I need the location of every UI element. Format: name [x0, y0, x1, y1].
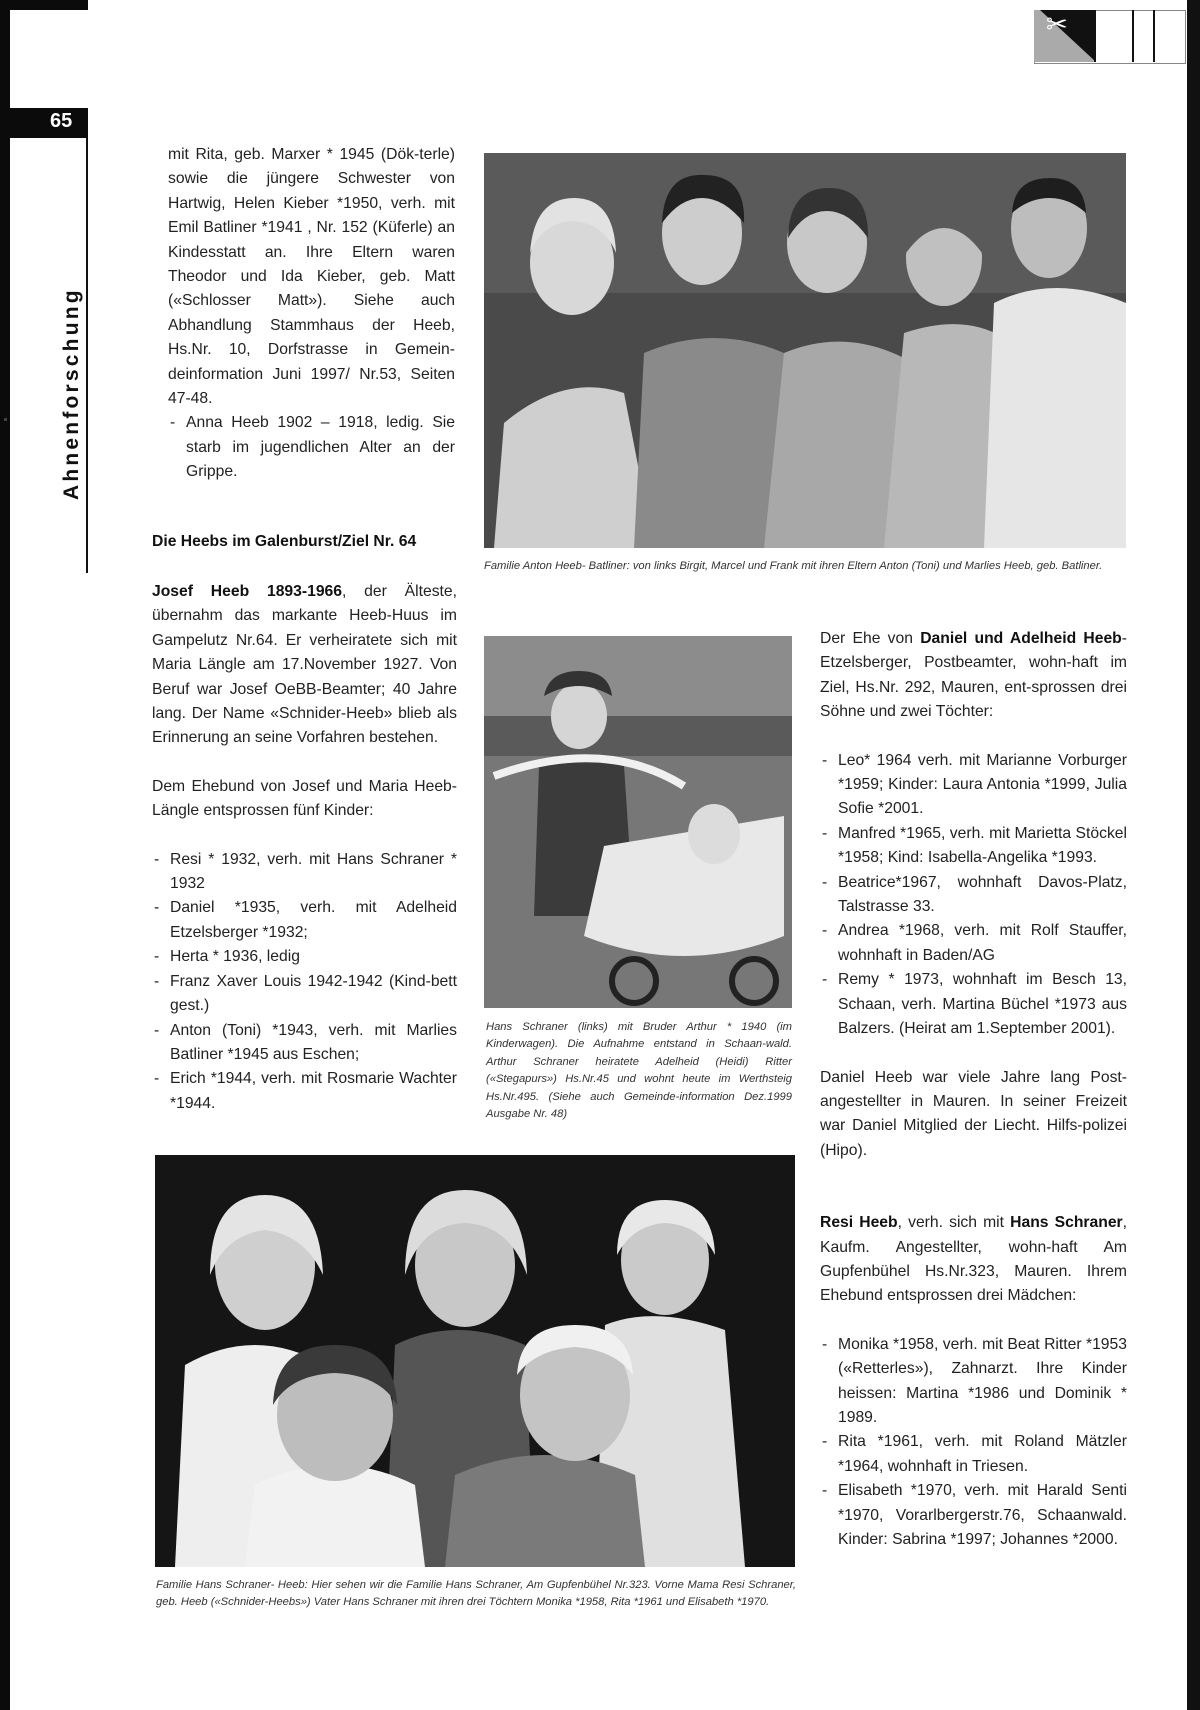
- list-item: - Elisabeth *1970, verh. mit Harald Senti *1970, Vorarlbergerstr.76, Schaanwald. Kinder: Sabrina *1997; Johannes *2000.: [820, 1479, 1127, 1552]
- intro-paragraph: mit Rita, geb. Marxer * 1945 (Dök-terle) sowie die jüngere Schwester von Hartwig, Helen Kieber *1950, verh. mit Emil Batliner *1941 , Nr. 152 (Küferle) an Kindesstatt an. Ihre Eltern waren Theodor und Ida Kieber, geb. Matt («Schlosser Matt»). Siehe auch Abhandlung Stammhaus der Heeb, Hs.Nr. 10, Dorfstrasse in Gemein-deinformation Juni 1997/ Nr.53, Seiten 47-48.: [168, 146, 455, 408]
- section-heading: Die Heebs im Galenburst/Ziel Nr. 64: [152, 533, 417, 550]
- page-number-box: [10, 108, 88, 138]
- family-schraner-photo: [155, 1155, 795, 1567]
- josef-paragraph: [152, 580, 457, 751]
- hans-arthur-caption: Hans Schraner (links) mit Bruder Arthur * 1940 (im Kinderwagen). Die Aufnahme entstand in Schaan-wald. Arthur Schraner heiratete Adelheid (Heidi) Ritter («Stegapurs») Hs.Nr.45 und wohnt heute im Werthsteig Hs.Nr.495. (Siehe auch Gemeinde-information Dez.1999 Ausgabe Nr. 48): [486, 1021, 792, 1121]
- family-schraner-photo-art: [155, 1155, 795, 1567]
- daniel-intro: Der Ehe von: [820, 630, 921, 647]
- resi-connector: , verh. sich mit: [897, 1214, 1011, 1232]
- right-margin-bar: [1187, 0, 1200, 1710]
- list-item: - Erich *1944, verh. mit Rosmarie Wachter *1944.: [152, 1067, 457, 1116]
- list-item: - Leo* 1964 verh. mit Marianne Vorburger *1959; Kinder: Laura Antonia *1999, Julia Sofie *2001.: [820, 749, 1127, 822]
- list-item: - Resi * 1932, verh. mit Hans Schraner * 1932: [152, 848, 457, 897]
- list-item: - Rita *1961, verh. mit Roland Mätzler *1964, wohnhaft in Triesen.: [820, 1430, 1127, 1479]
- family-anton-caption: Familie Anton Heeb- Batliner: von links Birgit, Marcel und Frank mit ihren Eltern Anton (Toni) und Marlies Heeb, geb. Batliner.: [484, 560, 1103, 572]
- list-item: - Andrea *1968, verh. mit Rolf Stauffer, wohnhaft in Baden/AG: [820, 919, 1127, 968]
- list-item: - Monika *1958, verh. mit Beat Ritter *1953 («Retterles»), Zahnarzt. Ihre Kinder heissen: Martina *1986 und Dominik * 1989.: [820, 1333, 1127, 1431]
- family-anton-photo-art: [484, 153, 1126, 548]
- josef-description: , der Älteste, übernahm das markante Heeb-Huus im Gampelutz Nr.64. Er verheiratete sich mit Maria Längle am 17.November 1927. Von Beruf war Josef OeBB-Beamter; 40 Jahre lang. Der Name «Schnider-Heeb» blieb als Erinnerung an seine Vorfahren bestehen.: [152, 583, 457, 747]
- intro-text-block: [168, 143, 455, 485]
- list-item: - Herta * 1936, ledig: [152, 945, 457, 969]
- ehebund-paragraph: Dem Ehebund von Josef und Maria Heeb- Längle entsprossen fünf Kinder:: [152, 777, 457, 820]
- family-schraner-caption: Familie Hans Schraner- Heeb: Hier sehen wir die Familie Hans Schraner, Am Gupfenbühel Nr.323. Vorne Mama Resi Schraner, geb. Heeb («Schnider-Heebs») Vater Hans Schraner mit ihren drei Töchtern Monika *1958, Rita *1961 und Elisabeth *1970.: [156, 1579, 796, 1609]
- daniel-paragraph: [820, 627, 1127, 725]
- daniel-note: Daniel Heeb war viele Jahre lang Post-angestellter in Mauren. In seiner Freizeit war Daniel Mitglied der Liecht. Hilfs-polizei (Hipo).: [820, 1068, 1127, 1159]
- list-item: - Manfred *1965, verh. mit Marietta Stöckel *1958; Kind: Isabella-Angelika *1993.: [820, 822, 1127, 871]
- daniel-text-block: [820, 627, 1127, 1552]
- list-item: - Beatrice*1967, wohnhaft Davos-Platz, Talstrasse 33.: [820, 871, 1127, 920]
- resi-name: Resi Heeb: [820, 1214, 898, 1232]
- resi-children-list: [820, 1333, 1127, 1553]
- daniel-description: -Etzelsberger, Postbeamter, wohn-haft im Ziel, Hs.Nr. 292, Mauren, ent-sprossen drei Söhne und zwei Töchter:: [820, 630, 1127, 721]
- daniel-names: Daniel und Adelheid Heeb: [920, 630, 1122, 647]
- logo-divider: [1132, 10, 1134, 62]
- resi-paragraph: [820, 1211, 1127, 1309]
- hans-arthur-photo-art: [484, 636, 792, 1008]
- josef-name: Josef Heeb 1893-1966: [152, 583, 342, 600]
- logo-divider: [1094, 10, 1096, 62]
- logo-divider: [1153, 10, 1155, 62]
- list-item: - Franz Xaver Louis 1942-1942 (Kind-bett gest.): [152, 970, 457, 1019]
- list-item: - Anna Heeb 1902 – 1918, ledig. Sie starb im jugendlichen Alter an der Grippe.: [168, 411, 455, 484]
- hans-arthur-photo: [484, 636, 792, 1008]
- resi-description: , Kaufm. Angestellter, wohn-haft Am Gupfenbühel Hs.Nr.323, Mauren. Ihrem Ehebund entsprossen drei Mädchen:: [820, 1214, 1128, 1305]
- margin-mark: [4, 418, 7, 421]
- scissors-icon: ✂: [1046, 10, 1068, 40]
- section-label: Ahnenforschung: [60, 287, 83, 500]
- children-list: [152, 848, 457, 1116]
- list-item: - Remy * 1973, wohnhaft im Besch 13, Schaan, verh. Martina Büchel *1973 aus Balzers. (Heirat am 1.September 2001).: [820, 968, 1127, 1041]
- josef-text-block: [152, 580, 457, 1116]
- hans-name: Hans Schraner: [1010, 1214, 1123, 1232]
- page-number: 65: [50, 110, 73, 132]
- family-anton-photo: [484, 153, 1126, 548]
- list-item: - Anton (Toni) *1943, verh. mit Marlies Batliner *1945 aus Eschen;: [152, 1019, 457, 1068]
- daniel-children-list: [820, 749, 1127, 1042]
- list-item: - Daniel *1935, verh. mit Adelheid Etzelsberger *1932;: [152, 896, 457, 945]
- anna-list: [168, 411, 455, 484]
